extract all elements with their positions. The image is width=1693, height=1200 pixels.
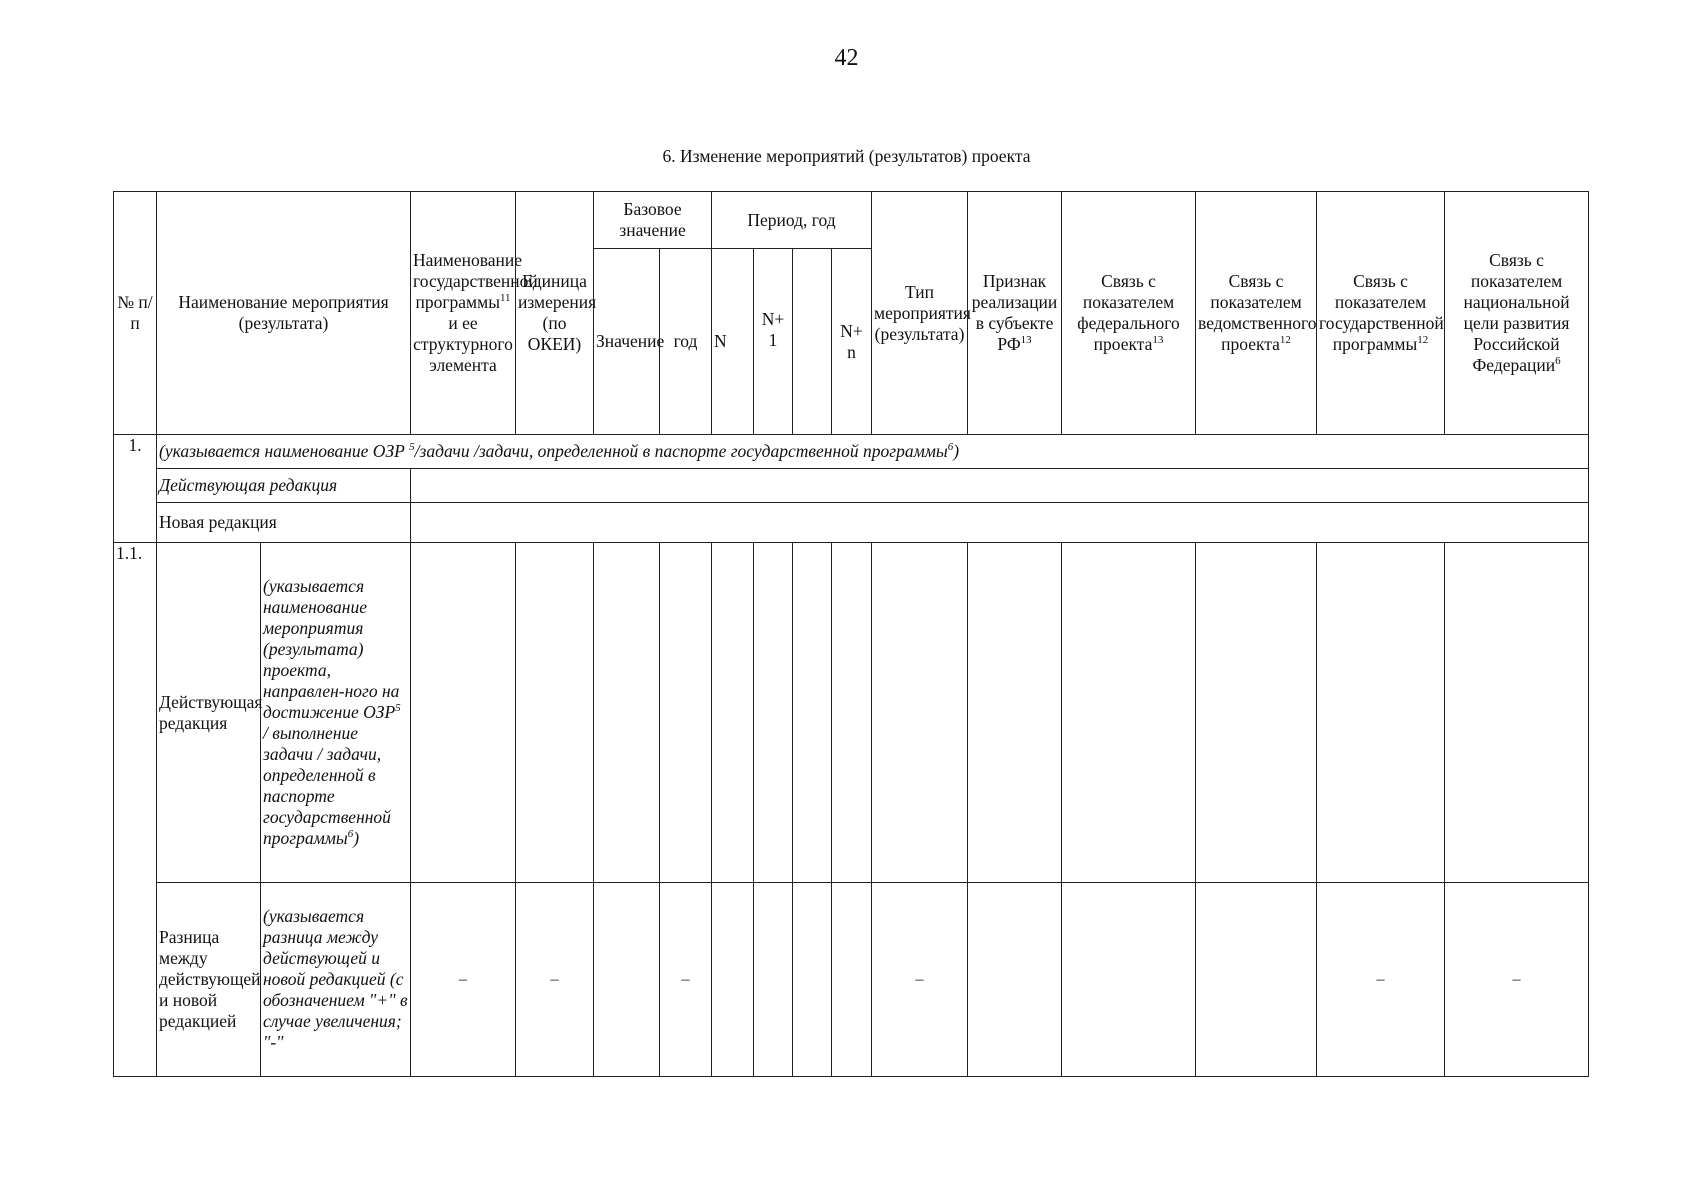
dash: – xyxy=(516,883,594,1077)
cell xyxy=(1196,883,1317,1077)
header-num: № п/п xyxy=(114,192,157,435)
cell xyxy=(793,883,832,1077)
dash: – xyxy=(1317,883,1445,1077)
header-base: Базовое значение xyxy=(594,192,712,249)
row1-new-label: Новая редакция xyxy=(157,503,411,543)
row1-new-value xyxy=(411,503,1589,543)
cell xyxy=(968,543,1062,883)
cell xyxy=(754,543,793,883)
header-period-blank xyxy=(793,249,832,435)
dash: – xyxy=(1445,883,1589,1077)
row1-task: (указывается наименование ОЗР $^5$/задачи /задачи, определенной в паспорте государственной программы$^6$) xyxy=(157,435,1589,469)
cell xyxy=(516,543,594,883)
row1-current-value xyxy=(411,469,1589,503)
cell xyxy=(1062,883,1196,1077)
row11-diff-label: Разница между действующей и новой редакцией xyxy=(157,883,261,1077)
cell xyxy=(1317,543,1445,883)
changes-table xyxy=(113,191,1589,1077)
row11-current-label: Действующая редакция xyxy=(157,543,261,883)
header-base-year: год xyxy=(660,249,712,435)
header-base-value: Значение xyxy=(594,249,660,435)
cell xyxy=(1445,543,1589,883)
header-federal: Связь с показателем федерального проекта$^{13}$ xyxy=(1062,192,1196,435)
page-number: 42 xyxy=(834,45,859,71)
dash: – xyxy=(872,883,968,1077)
row11-diff-desc: (указывается разница между действующей и новой редакцией (с обозначением "+" в случае увеличения; "-" xyxy=(261,883,411,1077)
cell xyxy=(411,543,516,883)
header-period: Период, год xyxy=(712,192,872,249)
cell xyxy=(832,883,872,1077)
row1-current-label: Действующая редакция xyxy=(157,469,411,503)
row11-current-desc: (указывается наименование мероприятия (результата) проекта, направлен-ного на достижение ОЗР$^5$ / выполнение задачи / задачи, определенной в паспорте государственной программы$^6$) xyxy=(261,543,411,883)
header-national-goal: Связь с показателем национальной цели развития Российской Федерации$^6$ xyxy=(1445,192,1589,435)
cell xyxy=(594,543,660,883)
header-period-nn: N+ n xyxy=(832,249,872,435)
dash: – xyxy=(411,883,516,1077)
header-period-n1: N+ 1 xyxy=(754,249,793,435)
cell xyxy=(594,883,660,1077)
cell xyxy=(1196,543,1317,883)
header-period-n: N xyxy=(712,249,754,435)
cell xyxy=(1062,543,1196,883)
header-unit: Единица измерения (по ОКЕИ) xyxy=(516,192,594,435)
cell xyxy=(832,543,872,883)
header-sign: Признак реализации в субъекте РФ$^{13}$ xyxy=(968,192,1062,435)
section-title: 6. Изменение мероприятий (результатов) проекта xyxy=(662,146,1031,166)
header-program: Наименование государственной программы$^{11}$ и ее структурного элемента xyxy=(411,192,516,435)
cell xyxy=(872,543,968,883)
dash: – xyxy=(660,883,712,1077)
cell xyxy=(660,543,712,883)
header-name: Наименование мероприятия (результата) xyxy=(157,192,411,435)
row11-num: 1.1. xyxy=(114,543,157,1077)
cell xyxy=(712,883,754,1077)
header-state-program: Связь с показателем государственной программы$^{12}$ xyxy=(1317,192,1445,435)
row1-num: 1. xyxy=(114,435,157,543)
cell xyxy=(968,883,1062,1077)
header-type: Тип мероприятия (результата) xyxy=(872,192,968,435)
cell xyxy=(754,883,793,1077)
header-departmental: Связь с показателем ведомственного проекта$^{12}$ xyxy=(1196,192,1317,435)
cell xyxy=(712,543,754,883)
cell xyxy=(793,543,832,883)
